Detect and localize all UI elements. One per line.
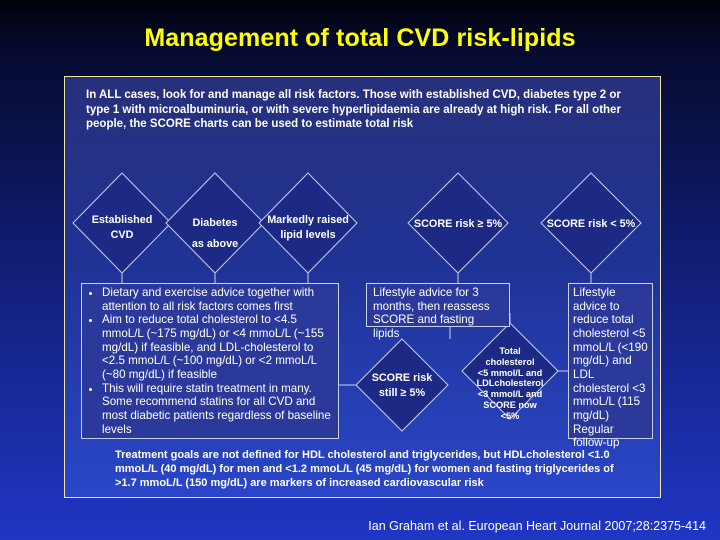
lifestyle-reassess-box: Lifestyle advice for 3 months, then reassess SCORE and fasting lipids <box>366 283 510 327</box>
label-score-low: SCORE risk < 5% <box>546 218 636 230</box>
label-raised-lipids: Markedly raised lipid levels <box>267 214 349 241</box>
label-score-still: SCORE risk still ≥ 5% <box>371 372 433 399</box>
treatment-bullet: • Dietary and exercise advice together with attention to all risk factors comes first <box>102 286 334 313</box>
treatment-box <box>81 283 339 439</box>
slide-title: Management of total CVD risk-lipids <box>144 24 576 52</box>
label-diabetes: Diabetes as above <box>191 217 239 250</box>
flowchart-panel <box>64 76 661 498</box>
label-total-chol: Total cholesterol <5 mmol/L and LDLcholesterol <3 mmol/L and SCORE now <5% <box>476 346 544 421</box>
intro-text: In ALL cases, look for and manage all risk factors. Those with established CVD, diabetes type 2 or type 1 with microalbuminuria, or with severe hyperlipidaemia are already at high risk. For all other people, the SCORE charts can be used to estimate total risk <box>86 89 621 131</box>
lifestyle-followup-box: Lifestyle advice to reduce total cholesterol <5 mmoL/L (<190 mg/dL) and LDL cholesterol <3 mmoL/L (115 mg/dL) Regular follow-up <box>568 283 653 439</box>
label-score-high: SCORE risk ≥ 5% <box>413 218 503 230</box>
footer-note: Treatment goals are not defined for HDL cholesterol and triglycerides, but HDLcholesterol <1.0 mmoL/L (40 mg/dL) for men and <1.2 mmoL/L (45 mg/dL) for women and fasting triglycerides of >1.7 mmoL/L (150 mg/dL) are markers of increased cardiovascular risk <box>115 449 614 489</box>
treatment-bullet: • Aim to reduce total cholesterol to <4.5 mmoL/L (~175 mg/dL) or <4 mmoL/L (~155 mg/dL) if feasible, and LDL-cholesterol to <2.5 mmoL/L (~100 mg/dL) or <2 mmoL/L (~80 mg/dL) if feasible <box>102 313 334 381</box>
label-established-cvd: Established CVD <box>91 214 153 241</box>
citation: Ian Graham et al. European Heart Journal 2007;28:2375-414 <box>368 519 706 533</box>
treatment-bullet: • This will require statin treatment in many. Some recommend statins for all CVD and most diabetic patients regardless of baseline levels <box>102 382 334 437</box>
